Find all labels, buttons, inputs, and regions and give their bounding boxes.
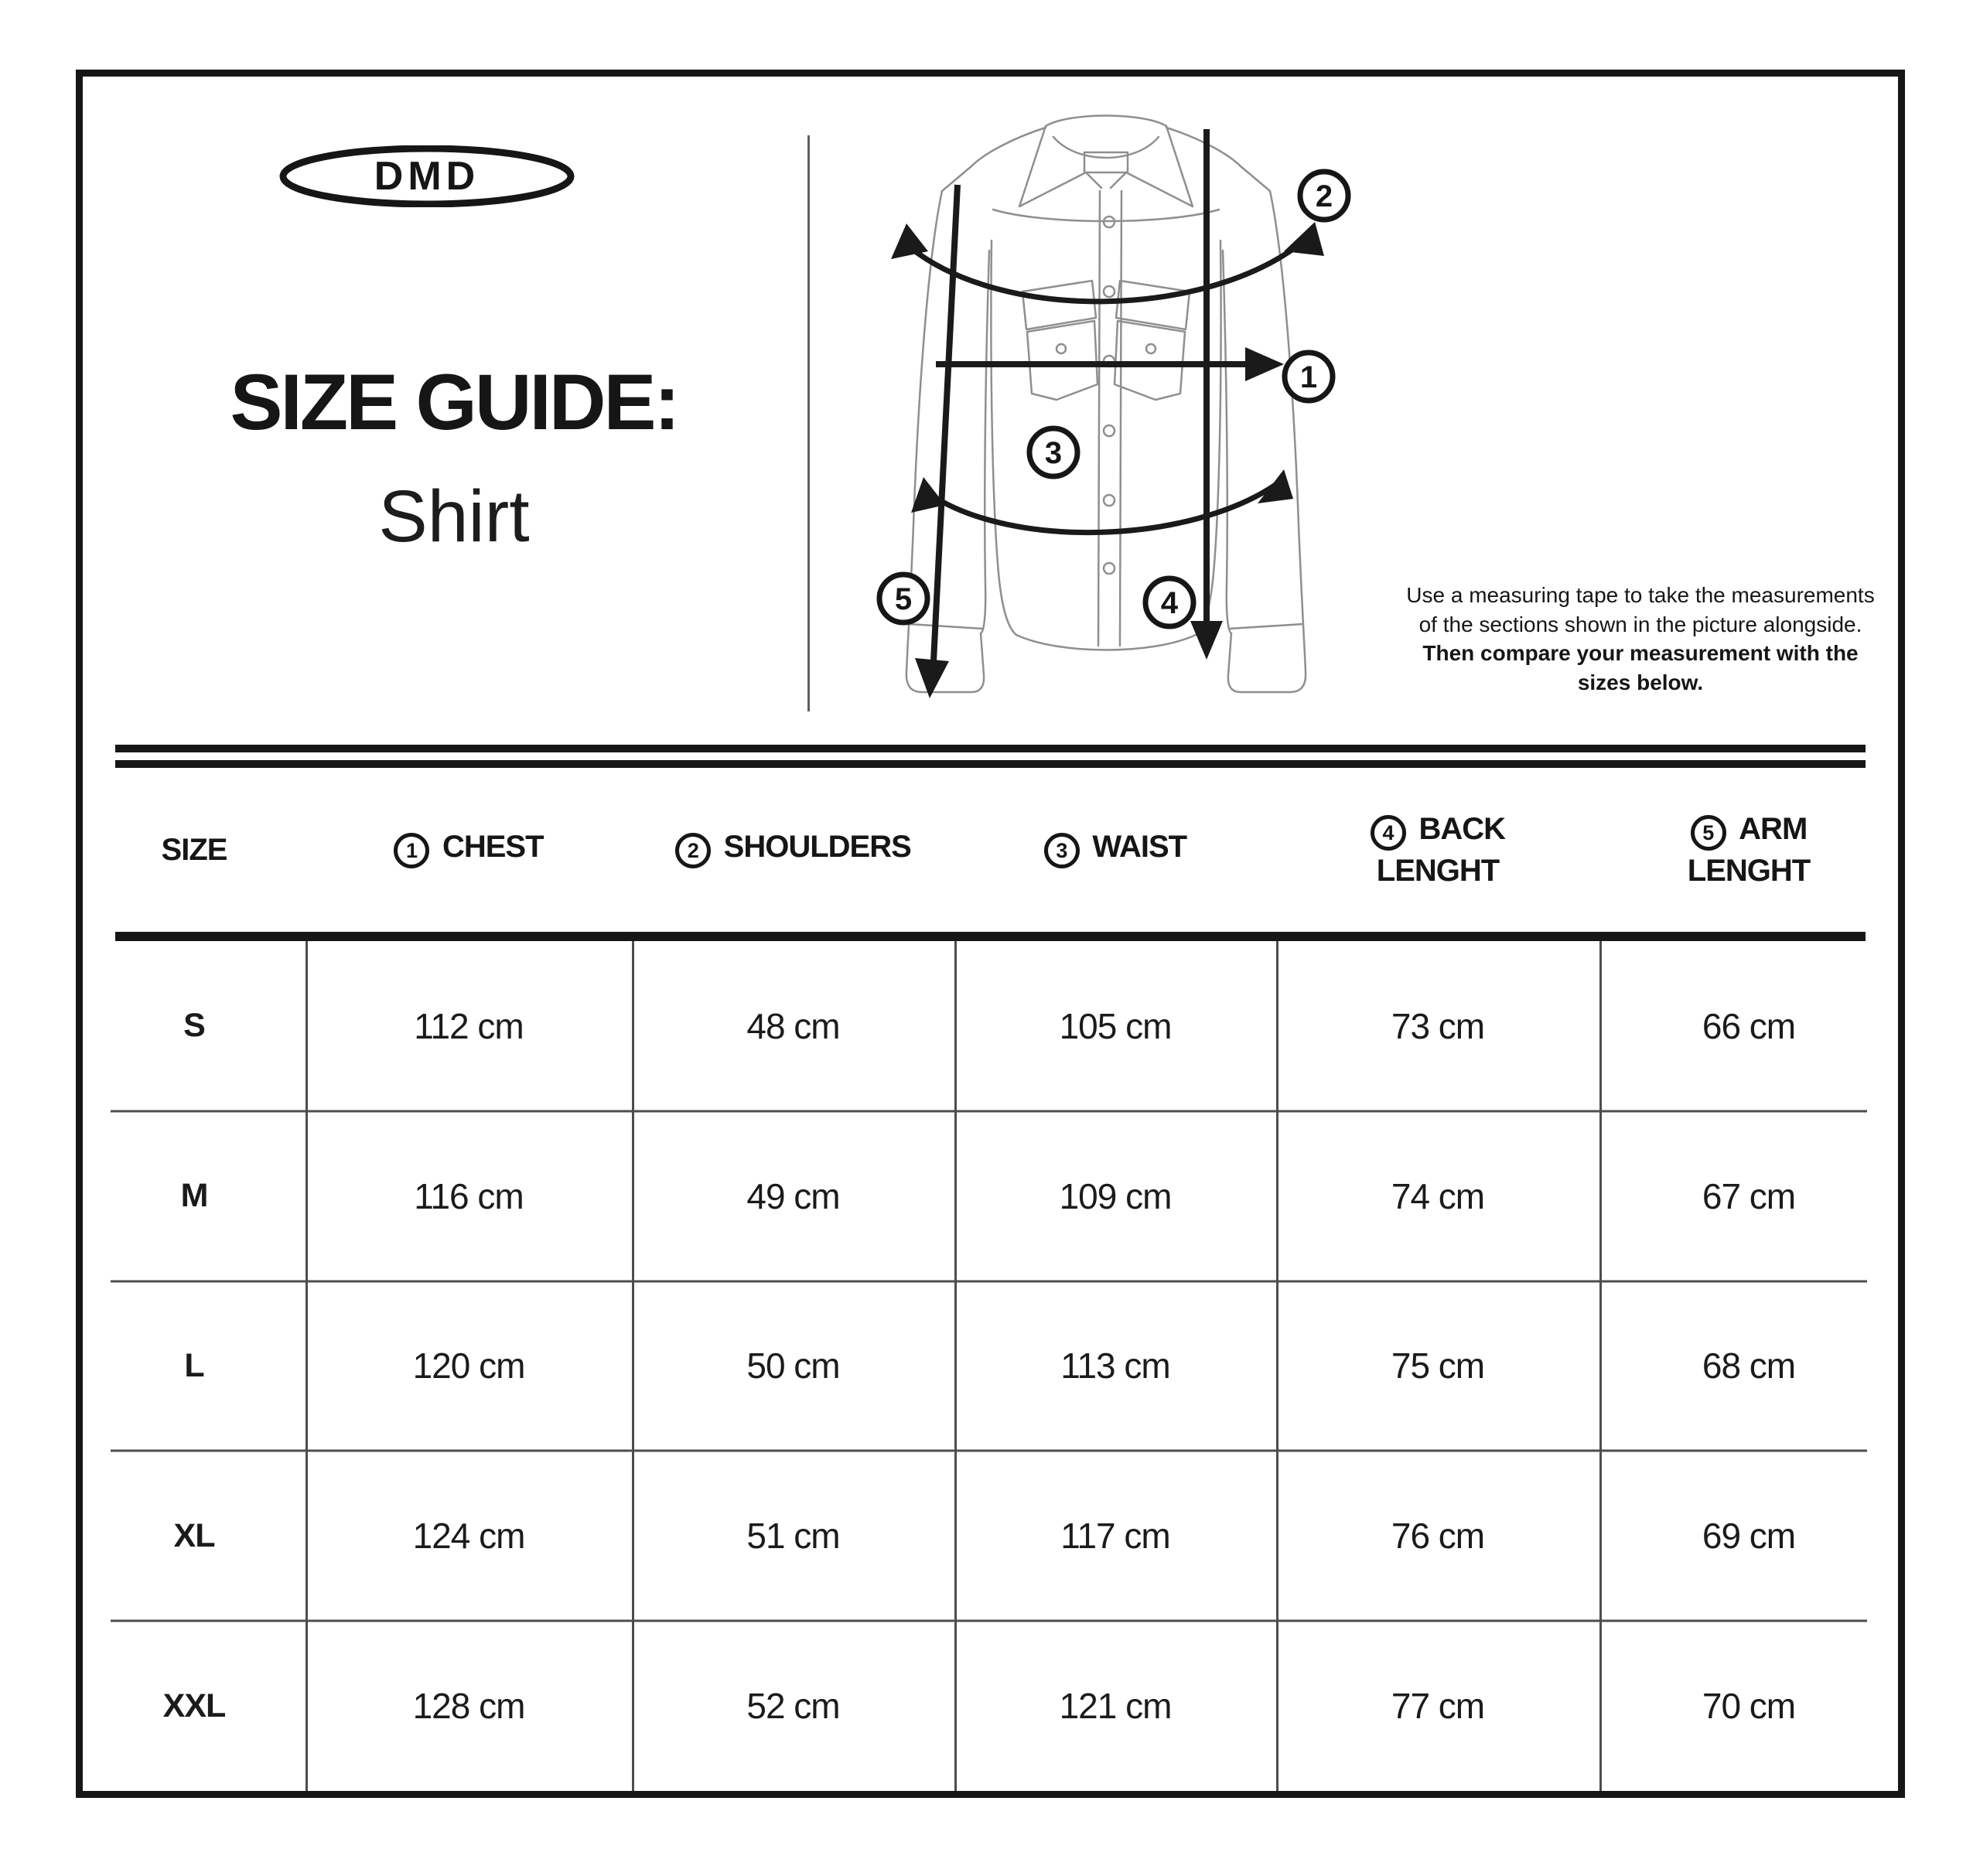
waist-value-cell: 113 cm [1060,1346,1170,1387]
marker-5-badge: 5 [1691,815,1726,851]
waist-value-cell: 121 cm [1059,1686,1172,1727]
brand-logo [278,145,576,207]
shoulders-value-cell: 50 cm [746,1346,840,1387]
marker-5-icon [879,575,927,622]
column-line [954,941,957,1791]
back-lenght-value-cell: 74 cm [1391,1175,1485,1216]
instructions-line-4: sizes below. [1577,670,1704,694]
svg-text:5: 5 [894,582,913,616]
table-header-row [83,768,1898,932]
measurement-arrows [891,129,1324,698]
size-cell: XXL [162,1687,226,1724]
column-header-label: SIZE [161,833,227,867]
size-cell: M [180,1177,208,1215]
waist-value-cell: 105 cm [1059,1005,1172,1046]
top-section [83,77,1898,745]
column-header-label: SHOULDERS [723,829,911,864]
marker-3-icon [1029,428,1077,476]
brand-logo-icon [278,145,576,207]
svg-text:4: 4 [1160,586,1179,620]
shoulders-value-cell: 48 cm [746,1005,840,1046]
vertical-divider [807,135,810,711]
back-lenght-value-cell: 73 cm [1391,1005,1485,1046]
logo-text: DMD [374,154,480,199]
instructions-text [1381,581,1900,697]
size-cell: L [184,1346,204,1384]
page-subtitle: Shirt [378,476,530,558]
arm-lenght-value-cell: 68 cm [1702,1346,1796,1387]
column-line [632,941,634,1791]
column-header-chest [306,829,632,871]
row-line [111,1620,1867,1622]
back-lenght-value-cell: 75 cm [1391,1346,1485,1387]
size-cell: XL [173,1516,215,1554]
instructions-line-3: Then compare your measurement with the [1422,641,1859,666]
column-header-size [83,832,306,868]
size-cell: S [183,1007,205,1045]
column-header-arm-lenght [1599,811,1898,889]
row-line [111,1280,1867,1282]
column-line [1599,941,1602,1791]
page-title: SIZE GUIDE: [230,358,678,446]
chest-value-cell: 124 cm [412,1516,525,1557]
column-header-label: ARM LENGHT [1687,811,1811,889]
column-header-shoulders [632,829,954,871]
marker-2-icon [1300,172,1348,220]
outer-frame [76,70,1905,1798]
column-header-waist [954,829,1276,871]
arm-lenght-value-cell: 66 cm [1702,1005,1796,1046]
back-lenght-value-cell: 77 cm [1391,1686,1485,1727]
arm-lenght-value-cell: 70 cm [1702,1686,1796,1727]
chest-value-cell: 128 cm [412,1686,525,1727]
svg-text:1: 1 [1299,360,1318,394]
title-block [129,358,779,559]
column-line [306,941,308,1791]
marker-1-icon [1285,353,1333,401]
shirt-outline [906,116,1306,693]
waist-value-cell: 109 cm [1059,1175,1172,1216]
marker-3-badge: 3 [1044,833,1080,868]
arm-lenght-value-cell: 69 cm [1702,1516,1796,1557]
svg-text:3: 3 [1044,436,1063,470]
chest-value-cell: 112 cm [414,1005,524,1046]
marker-2-badge: 2 [675,833,711,868]
arm-lenght-value-cell: 67 cm [1702,1175,1796,1216]
column-header-label: BACK LENGHT [1376,811,1505,889]
back-lenght-value-cell: 76 cm [1391,1516,1485,1557]
header-bottom-line [115,932,1866,941]
shoulders-value-cell: 52 cm [746,1686,840,1727]
column-header-label: CHEST [442,829,544,864]
chest-value-cell: 120 cm [412,1346,525,1387]
waist-value-cell: 117 cm [1060,1516,1170,1557]
shirt-diagram-icon [820,90,1408,728]
marker-4-icon [1145,578,1193,626]
instructions-line-2: of the sections shown in the picture alongside. [1418,612,1862,636]
shoulders-value-cell: 49 cm [746,1175,840,1216]
size-table-body [83,941,1898,1791]
section-divider-line-top [115,745,1866,752]
row-line [111,1450,1867,1452]
chest-value-cell: 116 cm [414,1175,524,1216]
section-divider-line-bottom [115,760,1866,768]
row-line [111,1110,1867,1112]
shirt-measurement-diagram [820,90,1408,728]
column-header-back-lenght [1276,811,1599,889]
marker-1-badge: 1 [394,833,429,868]
column-header-label: WAIST [1092,829,1187,864]
marker-4-badge: 4 [1371,815,1406,851]
shoulders-value-cell: 51 cm [746,1516,840,1557]
column-line [1276,941,1278,1791]
instructions-line-1: Use a measuring tape to take the measurements [1406,583,1875,607]
svg-text:2: 2 [1315,179,1333,213]
